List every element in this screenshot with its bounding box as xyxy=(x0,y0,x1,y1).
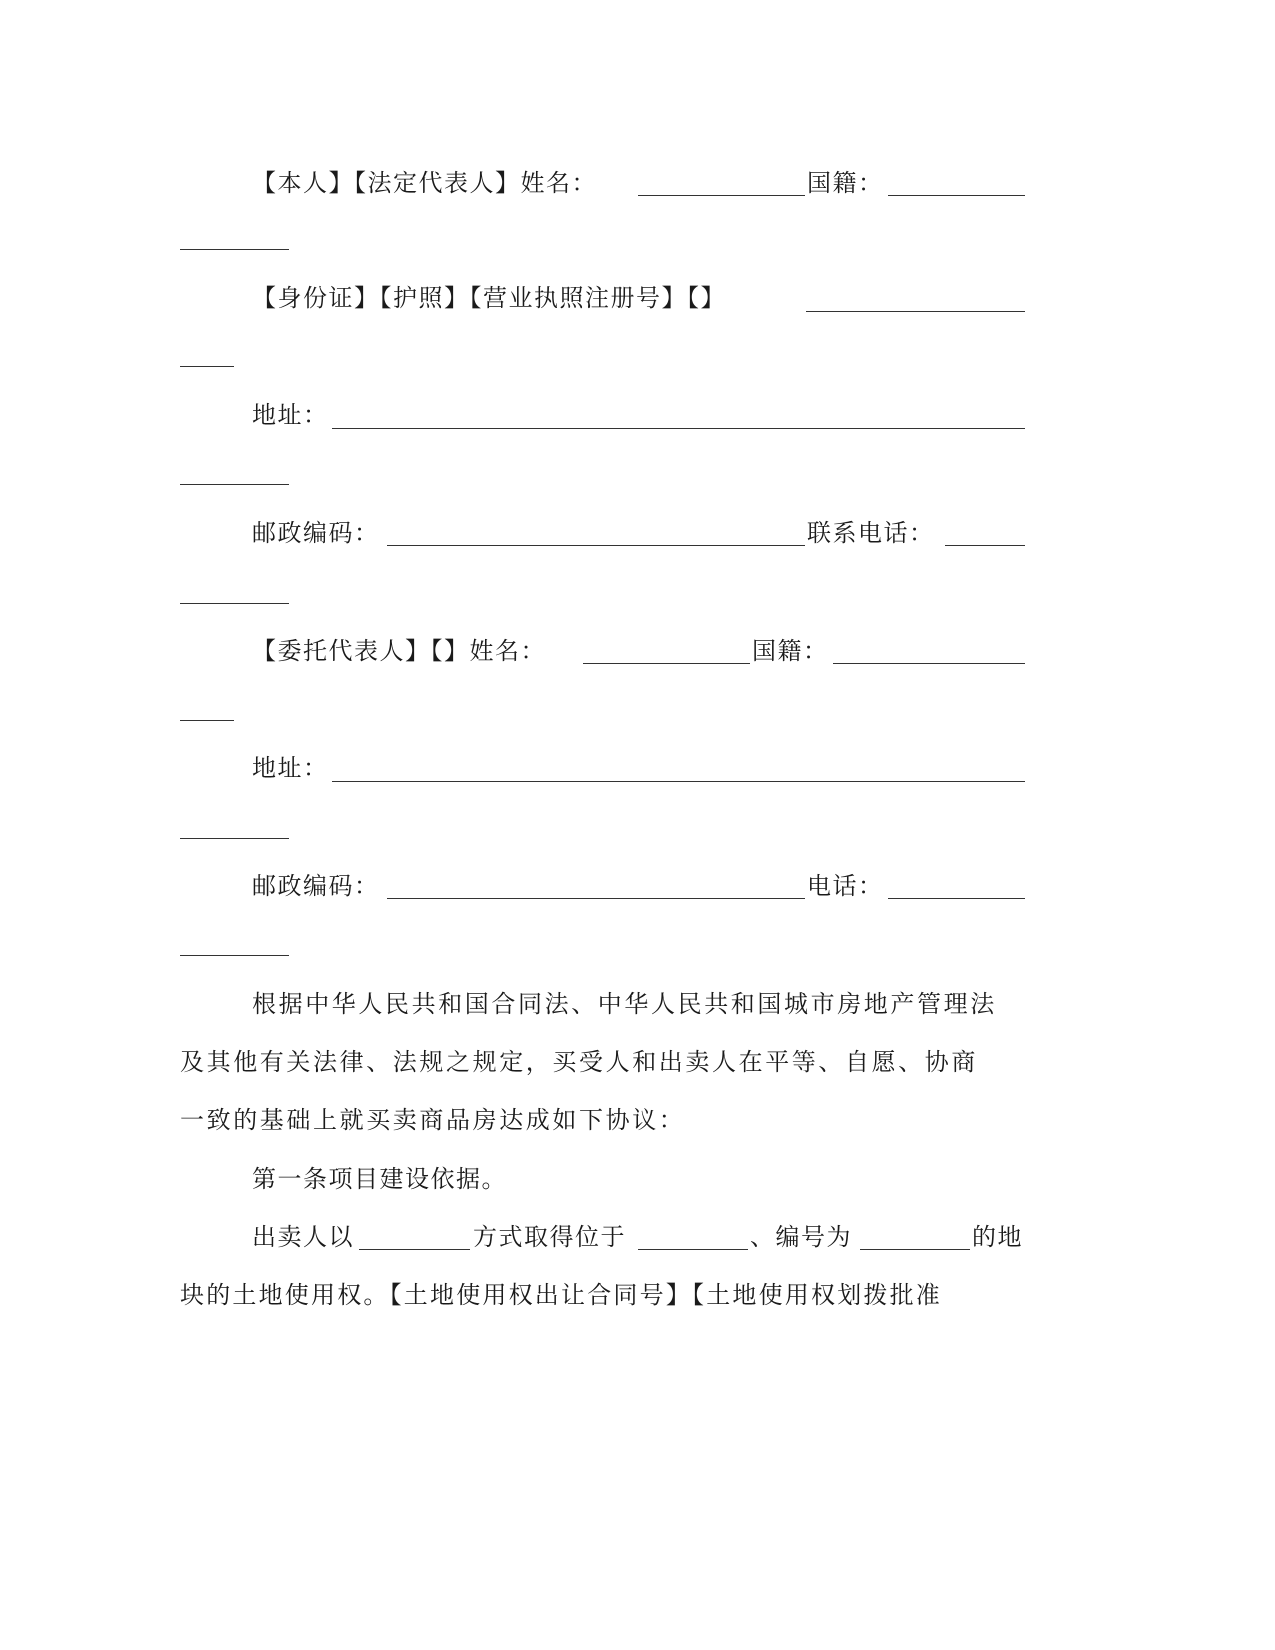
agent-name-field[interactable] xyxy=(583,663,750,664)
body-paragraph-line-1: 根据中华人民共和国合同法、中华人民共和国城市房地产管理法 xyxy=(252,990,997,1018)
address-field-cont[interactable] xyxy=(180,484,289,485)
acquisition-method-field[interactable] xyxy=(359,1249,470,1250)
agent-address-label: 地址： xyxy=(252,754,329,782)
agent-address-field[interactable] xyxy=(332,781,1025,782)
id-number-field[interactable] xyxy=(806,311,1025,312)
land-location-field[interactable] xyxy=(638,1249,748,1250)
id-type-label: 【身份证】【护照】【营业执照注册号】【】 xyxy=(252,284,726,312)
legal-rep-name-field[interactable] xyxy=(638,195,805,196)
postal-code-label: 邮政编码： xyxy=(252,519,380,547)
legal-rep-nationality-field-cont[interactable] xyxy=(180,249,289,250)
id-number-field-cont[interactable] xyxy=(180,366,234,367)
body-paragraph-line-3: 一致的基础上就买卖商品房达成如下协议： xyxy=(180,1106,686,1134)
agent-nationality-field-cont[interactable] xyxy=(180,720,234,721)
agent-nationality-field[interactable] xyxy=(833,663,1025,664)
body-paragraph-line-2: 及其他有关法律、法规之规定，买受人和出卖人在平等、自愿、协商 xyxy=(180,1048,978,1076)
article-1-text-b: 方式取得位于 xyxy=(473,1223,626,1251)
agent-nationality-label: 国籍： xyxy=(752,637,829,665)
agent-name-label: 【委托代表人】【】姓名： xyxy=(252,637,546,665)
article-1-text-c: 、编号为 xyxy=(750,1223,852,1251)
article-1-title: 第一条项目建设依据。 xyxy=(252,1165,507,1193)
address-label: 地址： xyxy=(252,401,329,429)
legal-rep-nationality-field[interactable] xyxy=(888,195,1025,196)
land-number-field[interactable] xyxy=(860,1249,970,1250)
article-1-line-2: 块的土地使用权。【土地使用权出让合同号】【土地使用权划拨批准 xyxy=(180,1281,942,1309)
contact-phone-label: 联系电话： xyxy=(807,519,935,547)
article-1-text-a: 出卖人以 xyxy=(252,1223,354,1251)
agent-address-field-cont[interactable] xyxy=(180,838,289,839)
legal-rep-name-label: 【本人】【法定代表人】姓名： xyxy=(252,169,597,197)
address-field[interactable] xyxy=(332,428,1025,429)
agent-postal-code-field[interactable] xyxy=(387,898,805,899)
agent-phone-label: 电话： xyxy=(807,872,884,900)
agent-postal-code-label: 邮政编码： xyxy=(252,872,380,900)
postal-code-field[interactable] xyxy=(387,545,805,546)
contact-phone-field-cont[interactable] xyxy=(180,603,289,604)
legal-rep-nationality-label: 国籍： xyxy=(807,169,884,197)
contact-phone-field[interactable] xyxy=(945,545,1025,546)
agent-phone-field[interactable] xyxy=(888,898,1025,899)
article-1-text-d: 的地 xyxy=(972,1223,1023,1251)
agent-phone-field-cont[interactable] xyxy=(180,955,289,956)
